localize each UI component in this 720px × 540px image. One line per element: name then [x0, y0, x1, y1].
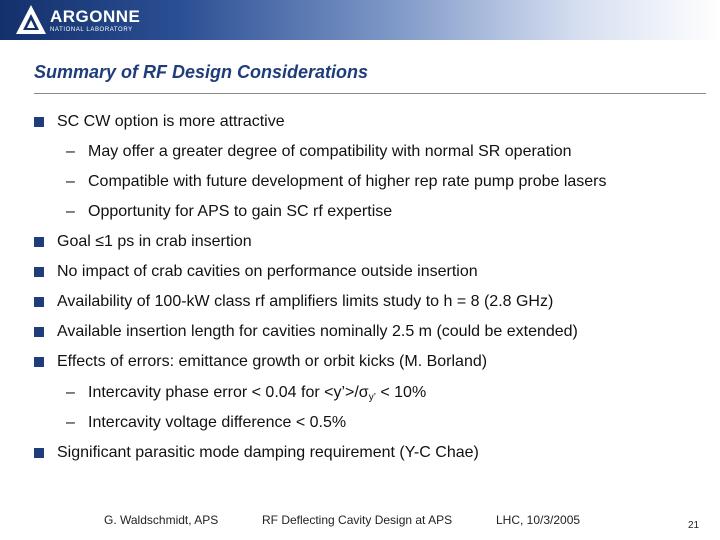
footer-talk-title: RF Deflecting Cavity Design at APS	[262, 513, 453, 527]
dash-marker: –	[66, 414, 75, 431]
bullet-marker	[34, 267, 44, 277]
sub-bullet-item: Opportunity for APS to gain SC rf expertise	[88, 203, 393, 220]
dash-marker: –	[66, 143, 75, 160]
dash-marker: –	[66, 173, 75, 190]
bullet-marker	[34, 237, 44, 247]
bullet-item: Available insertion length for cavities nominally 2.5 m (could be extended)	[57, 323, 578, 340]
bullet-marker	[34, 357, 44, 367]
bullet-item: Goal ≤1 ps in crab insertion	[57, 233, 252, 250]
slide-title: Summary of RF Design Considerations	[34, 62, 369, 82]
title-divider	[34, 93, 706, 94]
bullet-marker	[34, 448, 44, 458]
sub-bullet-item: Compatible with future development of higher rep rate pump probe lasers	[88, 173, 607, 190]
logo-name: ARGONNE	[50, 6, 141, 26]
bullet-marker	[34, 327, 44, 337]
dash-marker: –	[66, 203, 75, 220]
bullet-marker	[34, 297, 44, 307]
sub-bullet-item: Intercavity voltage difference < 0.5%	[88, 414, 347, 431]
footer-event-date: LHC, 10/3/2005	[496, 513, 581, 527]
sub-bullet-item	[88, 384, 426, 403]
sigma-subscript: y’	[368, 392, 376, 403]
header-banner	[0, 0, 720, 40]
argonne-logo	[14, 3, 140, 37]
bullet-item: Availability of 100-kW class rf amplifiers limits study to h = 8 (2.8 GHz)	[57, 293, 554, 310]
phase-error-text: Intercavity phase error < 0.04 for <y’>/σ	[88, 384, 369, 401]
sub-bullet-item: May offer a greater degree of compatibility with normal SR operation	[88, 143, 572, 160]
phase-error-limit: < 10%	[375, 384, 427, 401]
bullet-item: SC CW option is more attractive	[57, 113, 285, 130]
logo-subtitle: NATIONAL LABORATORY	[50, 26, 133, 33]
bullet-marker	[34, 117, 44, 127]
dash-marker: –	[66, 384, 75, 401]
footer-author: G. Waldschmidt, APS	[104, 513, 219, 527]
page-number: 21	[688, 520, 700, 531]
bullet-item: Significant parasitic mode damping requirement (Y-C Chae)	[57, 444, 479, 461]
bullet-item: No impact of crab cavities on performance outside insertion	[57, 263, 478, 280]
bullet-item: Effects of errors: emittance growth or orbit kicks (M. Borland)	[57, 353, 488, 370]
argonne-triangle-icon	[14, 3, 48, 37]
